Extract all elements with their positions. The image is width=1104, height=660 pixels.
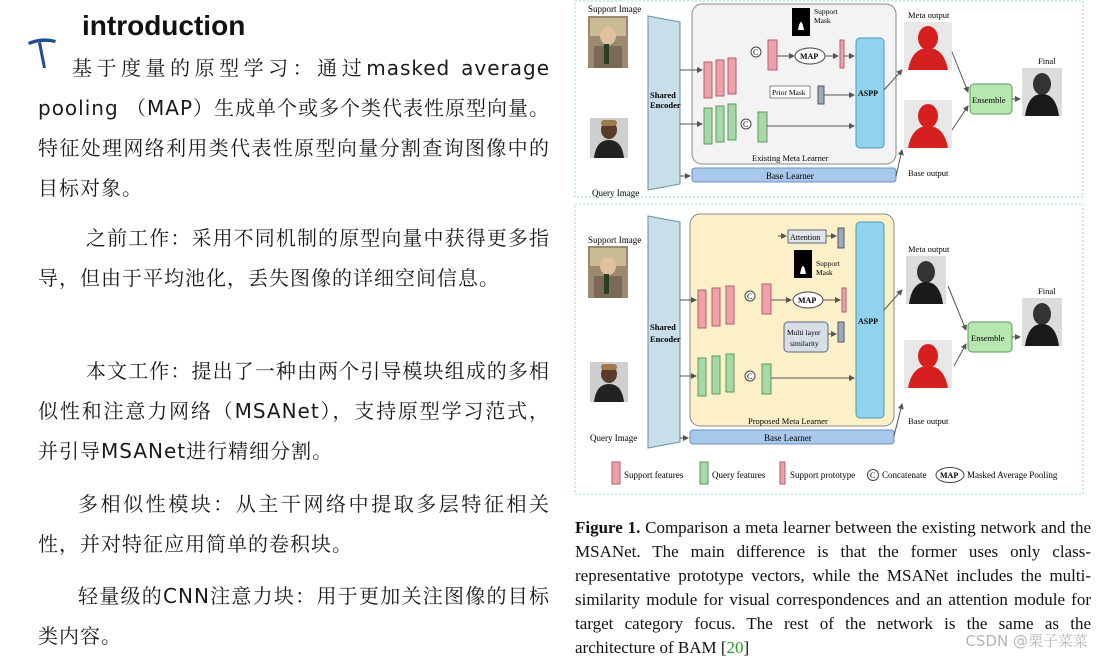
svg-text:Mask: Mask [816, 268, 833, 277]
top-meta-output-label: Meta output [908, 10, 950, 20]
svg-text:MAP: MAP [800, 52, 819, 61]
svg-text:Attention: Attention [790, 233, 821, 242]
figure-caption-label: Figure 1. [575, 518, 641, 537]
svg-text:MAP: MAP [798, 296, 817, 305]
svg-text:C: C [870, 471, 876, 480]
section-heading: introduction [82, 10, 246, 41]
svg-text:C: C [743, 120, 749, 129]
svg-text:Query features: Query features [712, 470, 766, 480]
svg-text:Support: Support [816, 259, 840, 268]
svg-text:ASPP: ASPP [858, 89, 878, 98]
bottom-support-blocks [698, 286, 734, 328]
svg-text:Query Image: Query Image [590, 433, 638, 443]
paragraph-attention-block: 轻量级的CNN注意力块：用于更加关注图像的目标类内容。 [38, 584, 550, 648]
svg-text:Mask: Mask [814, 16, 831, 25]
top-support-image [588, 16, 628, 68]
svg-text:Meta output: Meta output [908, 244, 950, 254]
figure-legend [612, 462, 1058, 484]
svg-text:Ensemble: Ensemble [972, 95, 1006, 105]
svg-text:Masked Average Pooling: Masked Average Pooling [967, 470, 1058, 480]
svg-text:Prior Mask: Prior Mask [772, 88, 806, 97]
top-base-output-image [904, 100, 952, 148]
svg-text:MAP: MAP [940, 471, 959, 480]
svg-text:Final: Final [1038, 286, 1056, 296]
paragraph-this-work: 本文工作：提出了一种由两个引导模块组成的多相似性和注意力网络（MSANet），支持原型学习范式，并引导MSANet进行精细分割。 [38, 359, 550, 463]
top-base-learner-label: Base Learner [766, 171, 814, 181]
legend-query-swatch [700, 462, 708, 484]
top-query-image [590, 118, 628, 158]
top-final-image [1022, 68, 1062, 116]
figure-caption-end: ] [743, 638, 750, 657]
svg-text:Support prototype: Support prototype [790, 470, 856, 480]
svg-text:Support: Support [814, 7, 838, 16]
top-support-image-label: Support Image [588, 4, 642, 14]
paragraph-previous-work: 之前工作：采用不同机制的原型向量中获得更多指导，但由于平均池化，丢失图像的详细空间信息。 [38, 226, 550, 290]
top-meta-learner-label: Existing Meta Learner [752, 153, 829, 163]
top-base-output-label: Base output [908, 168, 949, 178]
svg-text:Multi layer: Multi layer [787, 328, 821, 337]
bottom-final-image [1022, 298, 1062, 346]
svg-text:Shared: Shared [650, 322, 676, 332]
svg-text:Shared: Shared [650, 90, 676, 100]
svg-text:Support features: Support features [624, 470, 684, 480]
legend-prototype-swatch [780, 462, 785, 484]
svg-text:ASPP: ASPP [858, 317, 878, 326]
top-query-image-label: Query Image [592, 188, 640, 198]
bottom-shared-encoder [648, 216, 680, 448]
svg-text:Support Image: Support Image [588, 235, 642, 245]
svg-text:C: C [747, 372, 753, 381]
bottom-base-output-image [904, 340, 952, 388]
legend-support-swatch [612, 462, 620, 484]
paragraph-metric-learning: 基于度量的原型学习：通过masked average pooling （MAP）生成单个或多个类代表性原型向量。特征处理网络利用类代表性原型向量分割查询图像中的目标对象。 [38, 56, 551, 200]
citation-link[interactable]: 20 [726, 638, 744, 657]
svg-text:similarity: similarity [790, 339, 819, 348]
watermark: CSDN @栗子菜菜 [965, 632, 1088, 650]
svg-text:Concatenate: Concatenate [882, 470, 927, 480]
bottom-support-image [588, 246, 628, 298]
architecture-figure [574, 0, 1088, 496]
bottom-meta-output-image [906, 256, 946, 304]
top-final-label: Final [1038, 56, 1056, 66]
svg-text:Proposed Meta Learner: Proposed Meta Learner [748, 416, 828, 426]
figure-caption-text: Comparison a meta learner between the existing network and the MSANet. The main difference is that the former uses only class-representative prototype vectors, while the MSANet includes the multi-similarity module for visual correspondences and an attention module for target category focus. The rest of the network is the same as the architecture of BAM [ [575, 518, 1091, 657]
svg-text:Encoder: Encoder [650, 100, 681, 110]
top-meta-output-image [904, 22, 952, 70]
bottom-query-image [590, 362, 628, 402]
svg-text:C: C [753, 48, 759, 57]
top-query-blocks [704, 104, 736, 144]
bottom-query-blocks [698, 354, 734, 396]
top-support-blocks [704, 58, 736, 98]
svg-text:Encoder: Encoder [650, 334, 681, 344]
paragraph-multi-similarity: 多相似性模块：从主干网络中提取多层特征相关性，并对特征应用简单的卷积块。 [38, 492, 550, 556]
svg-text:Ensemble: Ensemble [971, 333, 1005, 343]
svg-text:C: C [747, 292, 753, 301]
svg-text:Base Learner: Base Learner [764, 433, 812, 443]
svg-text:Base output: Base output [908, 416, 949, 426]
